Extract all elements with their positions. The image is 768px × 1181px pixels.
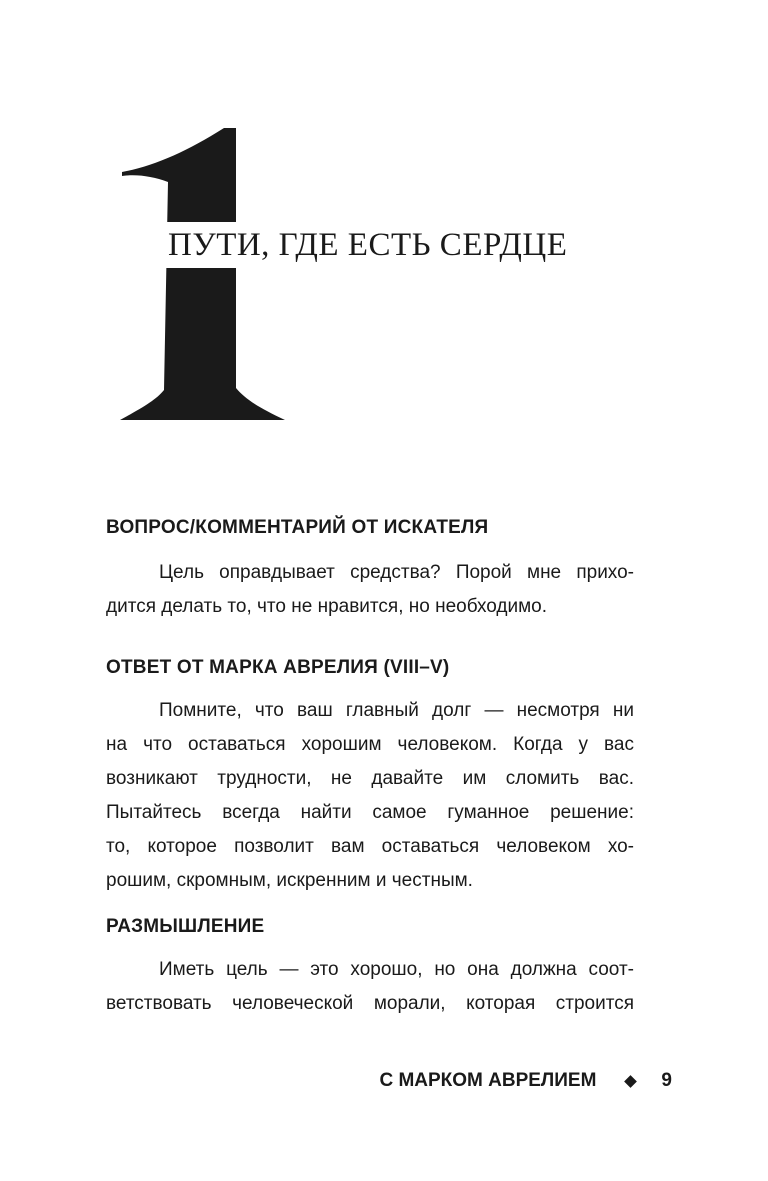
paragraph-line: возникают трудности, не давайте им сломить вас.: [106, 768, 634, 789]
chapter-title: ПУТИ, ГДЕ ЕСТЬ СЕРДЦЕ: [162, 222, 654, 268]
section-heading-reflection: РАЗМЫШЛЕНИЕ: [106, 916, 265, 937]
paragraph-line: Пытайтесь всегда найти самое гуманное решение:: [106, 802, 634, 823]
running-title: С МАРКОМ АВРЕЛИЕМ: [379, 1070, 597, 1091]
question-paragraph: [106, 556, 634, 624]
chapter-number-glyph: [120, 128, 285, 420]
paragraph-line: рошим, скромным, искренним и честным.: [106, 870, 473, 891]
chapter-number: [120, 128, 285, 420]
paragraph-line: на что оставаться хорошим человеком. Когда у вас: [106, 734, 634, 755]
reflection-paragraph: [106, 953, 634, 1021]
diamond-icon: [625, 1075, 638, 1088]
paragraph-line: дится делать то, что не нравится, но необходимо.: [106, 596, 548, 617]
paragraph-line: Иметь цель — это хорошо, но она должна соот-: [159, 959, 634, 980]
section-heading-answer: ОТВЕТ ОТ МАРКА АВРЕЛИЯ (VIII–V): [106, 657, 450, 678]
paragraph-line: Помните, что ваш главный долг — несмотря ни: [159, 700, 634, 721]
section-heading-question: ВОПРОС/КОММЕНТАРИЙ ОТ ИСКАТЕЛЯ: [106, 517, 489, 538]
paragraph-line: то, которое позволит вам оставаться человеком хо-: [106, 836, 634, 857]
answer-paragraph: [106, 694, 634, 898]
page-footer: [379, 1068, 672, 1094]
paragraph-line: ветствовать человеческой морали, которая строится: [106, 993, 634, 1014]
page-number: 9: [661, 1070, 672, 1091]
paragraph-line: Цель оправдывает средства? Порой мне прихо-: [159, 562, 634, 583]
